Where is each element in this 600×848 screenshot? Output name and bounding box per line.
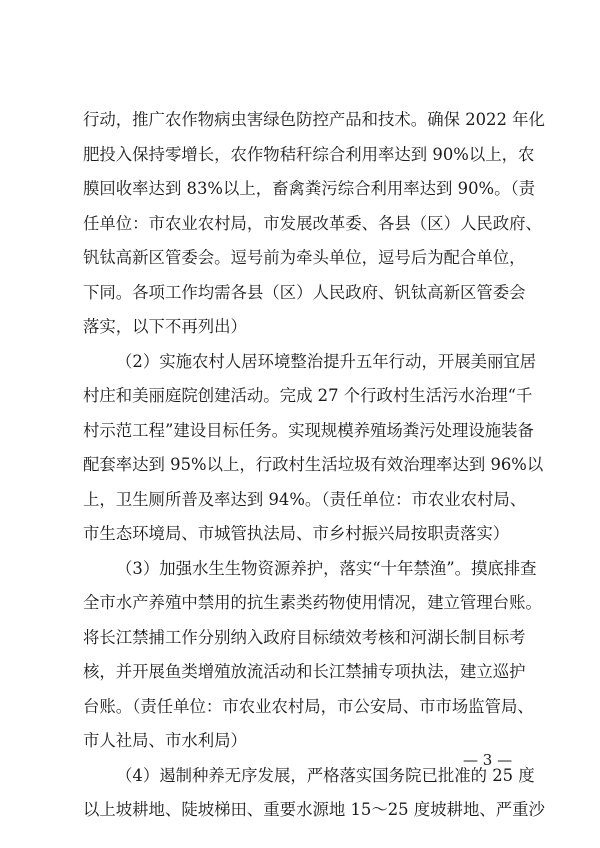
text-line-14: （3）加强水生生物资源养护，落实“十年禁渔”。摸底排查 xyxy=(116,558,537,578)
text-line-15: 全市水产养殖中禁用的抗生素类药物使用情况，建立管理台账。 xyxy=(83,593,542,612)
text-line-9: 村庄和美丽庭院创建活动。完成 27 个行政村生活污水治理“千 xyxy=(83,386,533,405)
text-line-12: 上，卫生厕所普及率达到 94%。（责任单位：市农业农村局、 xyxy=(83,489,527,509)
text-line-21: 以上坡耕地、陡坡梯田、重要水源地 15～25 度坡耕地、严重沙 xyxy=(83,800,545,819)
text-line-8: （2）实施农村人居环境整治提升五年行动，开展美丽宜居 xyxy=(116,351,537,371)
text-line-18: 台账。（责任单位：市农业农村局，市公安局、市市场监管局、 xyxy=(83,696,534,716)
text-line-1: 行动，推广农作物病虫害绿色防控产品和技术。确保 2022 年化 xyxy=(83,110,545,129)
text-line-2: 肥投入保持零增长，农作物秸秆综合利用率达到 90%以上，农 xyxy=(83,144,535,164)
text-line-20: （4）遏制种养无序发展，严格落实国务院已批准的 25 度 xyxy=(116,765,535,785)
text-line-3: 膜回收率达到 83%以上，畜禽粪污综合利用率达到 90%。（责 xyxy=(83,179,536,198)
page-number: — 3 — xyxy=(463,751,513,769)
text-line-7: 落实，以下不再列出） xyxy=(83,317,247,336)
text-line-10: 村示范工程”建设目标任务。实现规模养殖场粪污处理设施装备 xyxy=(83,420,534,440)
text-line-5: 钒钛高新区管委会。逗号前为牵头单位，逗号后为配合单位， xyxy=(83,248,526,267)
text-line-6: 下同。各项工作均需各县（区）人民政府、钒钛高新区管委会 xyxy=(83,282,526,302)
text-line-11: 配套率达到 95%以上，行政村生活垃圾有效治理率达到 96%以 xyxy=(83,455,544,474)
text-line-17: 核，并开展鱼类增殖放流活动和长江禁捕专项执法，建立巡护 xyxy=(83,662,526,681)
document-body xyxy=(83,103,545,828)
text-line-13: 市生态环境局、市城管执法局、市乡村振兴局按职责落实） xyxy=(83,524,510,543)
text-line-16: 将长江禁捕工作分别纳入政府目标绩效考核和河湖长制目标考 xyxy=(83,627,526,647)
text-line-19: 市人社局、市水利局） xyxy=(83,731,247,750)
text-line-4: 任单位：市农业农村局，市发展改革委、各县（区）人民政府、 xyxy=(83,213,542,233)
